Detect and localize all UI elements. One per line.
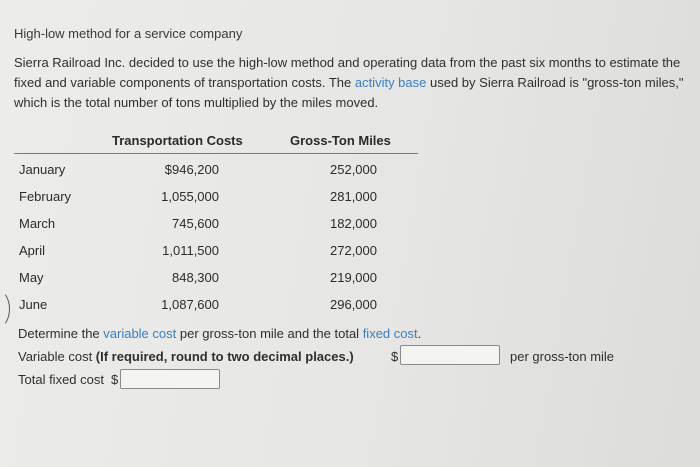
table-row	[0, 162, 420, 182]
row-miles: 219,000	[330, 270, 377, 285]
variable-cost-label-text: Variable cost	[18, 349, 96, 364]
row-month: March	[19, 216, 56, 231]
intro-text-1: Sierra Railroad Inc. decided to use the high-low method and operating data from the past six months to estimate the fixed and variable components of transportation costs. The	[14, 55, 681, 90]
variable-cost-label	[18, 349, 354, 364]
intro-paragraph	[14, 53, 694, 113]
row-month: February	[19, 189, 72, 204]
variable-cost-input[interactable]	[400, 345, 500, 365]
row-cost: 1,055,000	[161, 189, 219, 204]
question-text-2: per gross-ton mile and the total	[176, 326, 363, 341]
row-cost: 745,600	[172, 216, 219, 231]
rounding-hint: (If required, round to two decimal places.)	[95, 349, 354, 364]
row-month: May	[19, 270, 44, 285]
margin-bracket	[0, 290, 10, 328]
row-miles: 182,000	[330, 216, 377, 231]
row-month: April	[19, 243, 46, 258]
variable-cost-currency: $	[391, 349, 399, 364]
question-text-3: .	[417, 326, 422, 341]
table-row	[0, 189, 420, 209]
table-row	[0, 216, 420, 236]
table-row	[0, 270, 420, 290]
table-row	[0, 297, 420, 317]
row-cost: $946,200	[164, 162, 219, 177]
row-miles: 281,000	[330, 189, 377, 204]
column-header-miles: Gross-Ton Miles	[290, 133, 391, 148]
table-row	[0, 243, 420, 263]
variable-cost-unit: per gross-ton mile	[510, 349, 615, 364]
question-text	[18, 326, 421, 341]
question-text-1: Determine the	[18, 326, 104, 341]
intro-text-2: used by Sierra Railroad is "gross-ton miles," which is the total number of tons multiplied by the miles moved.	[14, 75, 684, 110]
column-header-costs: Transportation Costs	[112, 133, 243, 148]
row-miles: 272,000	[330, 243, 377, 258]
row-cost: 1,087,600	[161, 297, 219, 312]
row-miles: 252,000	[330, 162, 377, 177]
row-month: January	[19, 162, 66, 177]
row-miles: 296,000	[330, 297, 377, 312]
variable-cost-link[interactable]: variable cost	[103, 326, 177, 341]
activity-base-link[interactable]: activity base	[354, 75, 427, 90]
fixed-cost-link[interactable]: fixed cost	[362, 326, 418, 341]
row-cost: 1,011,500	[162, 243, 219, 258]
row-month: June	[19, 297, 48, 312]
page-title: High-low method for a service company	[14, 26, 243, 41]
total-fixed-cost-label: Total fixed cost	[18, 372, 104, 387]
total-fixed-cost-input[interactable]	[120, 369, 220, 389]
header-divider	[14, 153, 418, 154]
total-fixed-cost-currency: $	[111, 372, 119, 387]
row-cost: 848,300	[172, 270, 219, 285]
